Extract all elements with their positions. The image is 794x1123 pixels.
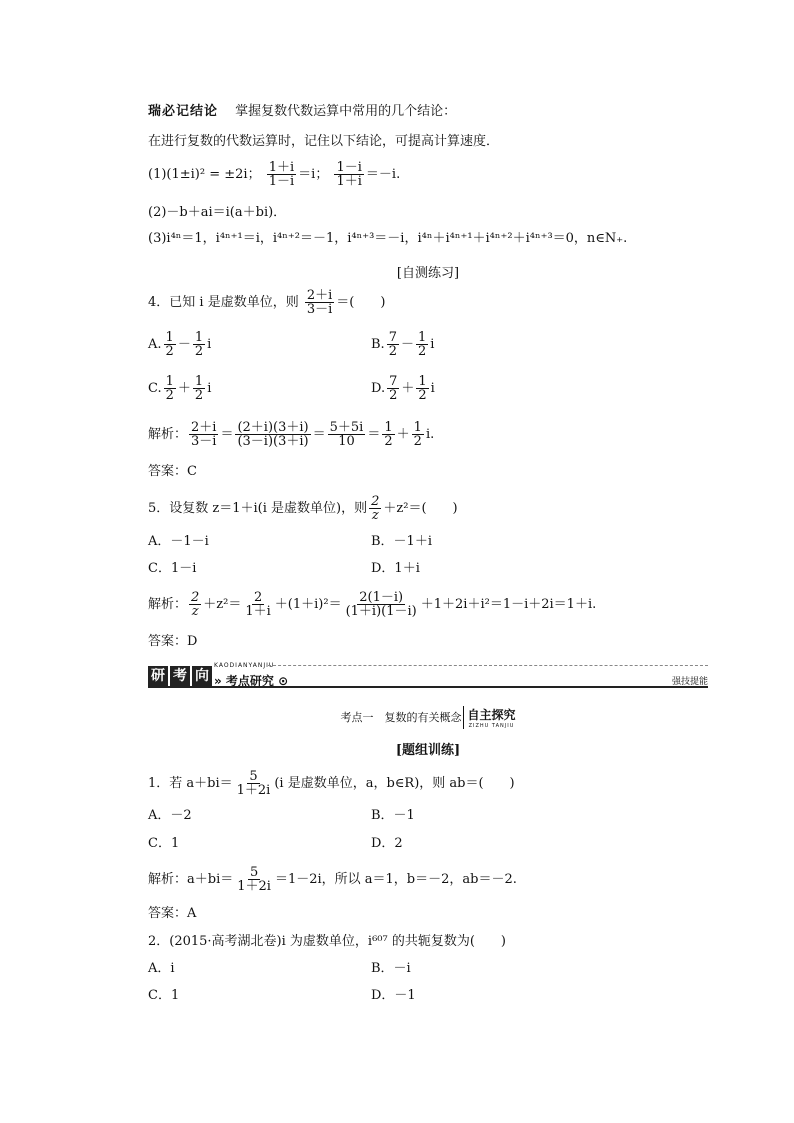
banner-char-1: 研 [148, 666, 168, 686]
banner-char-2: 考 [170, 666, 190, 686]
g1-solution: 解析：a＋bi＝ $\frac{5}{1+2i}$ ＝1－2i，所以 a＝1，b＝－2，ab＝－2. [148, 865, 517, 894]
q4-fraction: $\frac{2+i}{3-i}$ [306, 288, 333, 317]
rule-1-mid: ＝i； [298, 167, 329, 182]
selftest-heading: [自测练习] [396, 266, 460, 281]
g2-option-d[interactable]: D．－1 [371, 988, 416, 1003]
banner-right-label: 强技提能 [671, 677, 708, 687]
g2-option-a[interactable]: A．i [148, 961, 175, 976]
q4-option-a[interactable]: A. $\frac{1}{2}$ － $\frac{1}{2}$ i [148, 330, 212, 359]
q5-stem [148, 494, 458, 524]
tip-title: 掌握复数代数运算中常用的几个结论： [235, 104, 457, 119]
topic-heading [148, 706, 708, 729]
banner-title: » 考点研究 ⊙ [214, 674, 289, 688]
g1-option-b[interactable]: B．－1 [371, 808, 415, 823]
banner-dashed-rule [268, 665, 708, 666]
tip-line [148, 104, 456, 120]
rule-1-fraction-b: $\frac{1-i}{1+i}$ [336, 160, 362, 189]
q5-option-d[interactable]: D．1＋i [371, 561, 420, 576]
q4-stem [148, 288, 385, 318]
g2-stem: 2．(2015·高考湖北卷)i 为虚数单位，i⁶⁰⁷ 的共轭复数为( ) [148, 934, 506, 949]
rule-1-end: ＝－i. [365, 167, 401, 182]
group-heading: [题组训练] [395, 743, 461, 758]
tip-rule-3: (3)i⁴ⁿ＝1，i⁴ⁿ⁺¹＝i，i⁴ⁿ⁺²＝－1，i⁴ⁿ⁺³＝－i，i⁴ⁿ＋i⁴ⁿ⁺¹＋i⁴ⁿ⁺²＋i⁴ⁿ⁺³＝0，n∈N₊. [148, 231, 628, 246]
tip-intro: 在进行复数的代数运算时，记住以下结论，可提高计算速度． [148, 134, 500, 149]
tip-rule-2: (2)－b＋ai＝i(a＋bi)． [148, 205, 287, 220]
q4-tail: ＝( ) [336, 295, 386, 310]
tip-rule-1 [148, 160, 400, 190]
tip-label: 瑞必记结论 [148, 104, 219, 119]
q5-option-a[interactable]: A．－1－i [148, 534, 209, 549]
section-banner [148, 662, 708, 688]
q5-stem-text: 5．设复数 z＝1＋i(i 是虚数单位)，则 [148, 501, 368, 516]
q4-answer: 答案：C [148, 464, 197, 479]
g2-option-c[interactable]: C．1 [148, 988, 180, 1003]
q5-solution: 解析： $\frac{2}{z}$ ＋z²＝ $\frac{2}{1+i}$ ＋(1＋i)²＝ $\frac{2(1-i)}{(1+i)(1-i)}$ ＋1＋2i＋i²＝1－i＋2i＝1＋i. [148, 590, 597, 619]
topic-tag: 自主探究 ZIZHU TANJIU [463, 706, 515, 729]
banner-pinyin: KAODIANYANJIU [214, 662, 275, 669]
q4-option-d[interactable]: D. $\frac{7}{2}$ ＋ $\frac{1}{2}$ i [371, 374, 435, 403]
q5-tail: ＋z²＝( ) [383, 501, 458, 516]
g1-option-a[interactable]: A．－2 [148, 808, 192, 823]
rule-1-text: (1)(1±i)² = ±2i； [148, 167, 261, 182]
g1-option-c[interactable]: C．1 [148, 836, 180, 851]
g2-option-b[interactable]: B．－i [371, 961, 411, 976]
rule-1-fraction-a: $\frac{1+i}{1-i}$ [268, 160, 295, 189]
g1-answer: 答案：A [148, 906, 197, 921]
q5-option-c[interactable]: C．1－i [148, 561, 197, 576]
q5-answer: 答案：D [148, 634, 198, 649]
q4-solution: 解析： $\frac{2+i}{3-i}$ ＝ $\frac{(2+i)(3+i)}{(3-i)(3+i)}$ ＝ $\frac{5+5i}{10}$ ＝ $\frac{1}{2}$ ＋ $\frac{1}{2}$ i. [148, 420, 435, 449]
q4-stem-text: 4．已知 i 是虚数单位，则 [148, 295, 299, 310]
q4-option-c[interactable]: C. $\frac{1}{2}$ ＋ $\frac{1}{2}$ i [148, 374, 212, 403]
topic-title: 考点一 复数的有关概念 [340, 711, 462, 724]
q4-option-b[interactable]: B. $\frac{7}{2}$ － $\frac{1}{2}$ i [371, 330, 435, 359]
q5-fraction: $\frac{2}{z}$ [371, 494, 380, 523]
q5-option-b[interactable]: B．－1＋i [371, 534, 432, 549]
banner-char-3: 向 [192, 666, 212, 686]
banner-rule [148, 686, 708, 688]
g1-stem: 1．若 a＋bi＝ $\frac{5}{1+2i}$ (i 是虚数单位，a，b∈R)，则 ab＝( ) [148, 769, 515, 798]
g1-option-d[interactable]: D．2 [371, 836, 403, 851]
